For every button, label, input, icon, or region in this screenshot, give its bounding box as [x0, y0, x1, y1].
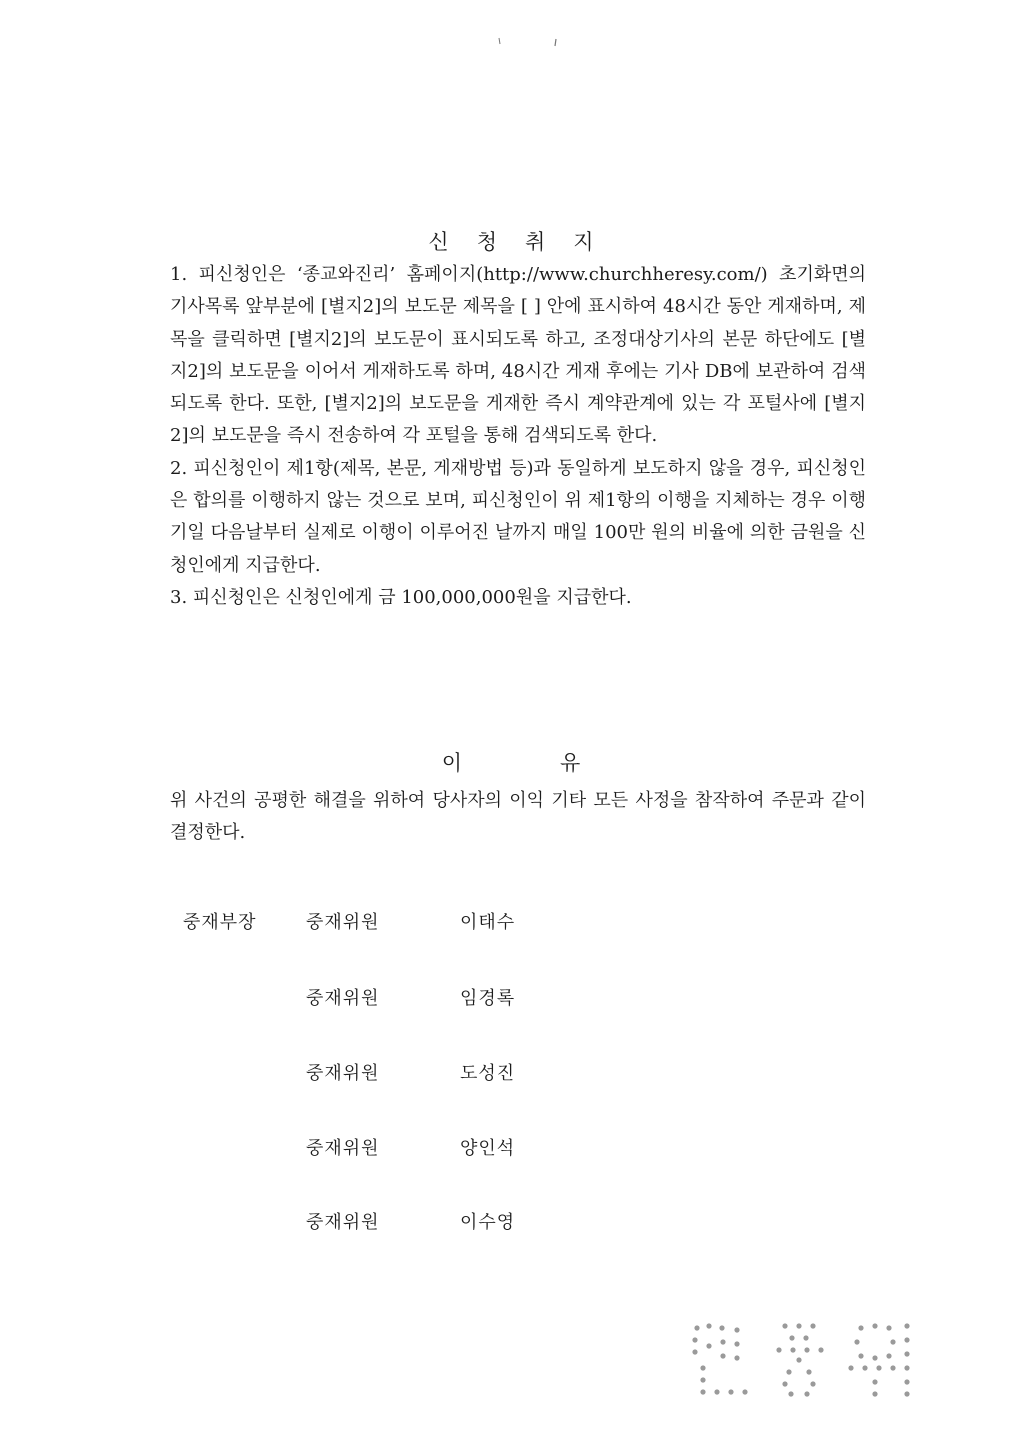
member-role: 중재위원 — [306, 1063, 380, 1084]
seal-char-1 — [692, 1323, 747, 1394]
member-name: 이수영 — [460, 1212, 516, 1233]
reasons-body — [170, 785, 866, 850]
member-role: 중재위원 — [306, 988, 380, 1009]
member-name: 이태수 — [460, 912, 516, 933]
member-name: 도성진 — [460, 1063, 516, 1084]
member-role: 중재위원 — [306, 912, 380, 933]
member-name: 양인석 — [460, 1138, 516, 1159]
perforated-seal — [689, 1318, 919, 1398]
seal-char-3 — [848, 1323, 909, 1396]
member-name: 임경록 — [460, 988, 516, 1009]
purpose-heading-char: 취 — [525, 230, 548, 254]
member-role: 중재위원 — [306, 1212, 380, 1233]
purpose-item-2: 2. 피신청인이 제1항(제목, 본문, 게재방법 등)과 동일하게 보도하지 않을 경우, 피신청인은 합의를 이행하지 않는 것으로 보며, 피신청인이 위 제1항의 이행을 지체하는 경우 이행기일 다음날부터 실제로 이행이 이루어진 날까지 매일 100만 원의 비율에 의한 금원을 신청인에게 지급한다. — [170, 457, 866, 576]
purpose-heading — [0, 226, 1024, 256]
scan-edge-marks — [490, 34, 570, 50]
reasons-heading-char: 이 — [441, 751, 464, 775]
seal-char-2 — [776, 1323, 823, 1396]
reasons-heading — [0, 747, 1024, 777]
purpose-item-1: 1. 피신청인은 ‘종교와진리’ 홈페이지(http://www.churchheresy.com/) 초기화면의 기사목록 앞부분에 [별지2]의 보도문 제목을 [ ] 안에 표시하여 48시간 동안 게재하며, 제목을 클릭하면 [별지2]의 보도문이 표시되도록 하고, 조정대상기사의 본문 하단에도 [별지2]의 보도문을 이어서 게재하도록 하며, 48시간 게재 후에는 기사 DB에 보관하여 검색되도록 한다. 또한, [별지2]의 보도문을 게재한 즉시 계약관계에 있는 각 포털사에 [별지2]의 보도문을 즉시 전송하여 각 포털을 통해 검색되도록 한다. — [170, 264, 866, 447]
reasons-text: 위 사건의 공평한 해결을 위하여 당사자의 이익 기타 모든 사정을 참작하여 주문과 같이 결정한다. — [170, 790, 866, 844]
chief-arbitrator-title: 중재부장 — [183, 912, 257, 933]
member-role: 중재위원 — [306, 1138, 380, 1159]
reasons-heading-char: 유 — [560, 751, 583, 775]
purpose-item-3: 3. 피신청인은 신청인에게 금 100,000,000원을 지급한다. — [170, 586, 632, 608]
purpose-body — [170, 259, 866, 614]
purpose-heading-char: 지 — [573, 230, 596, 254]
purpose-heading-char: 신 — [428, 230, 451, 254]
purpose-heading-char: 청 — [476, 230, 499, 254]
